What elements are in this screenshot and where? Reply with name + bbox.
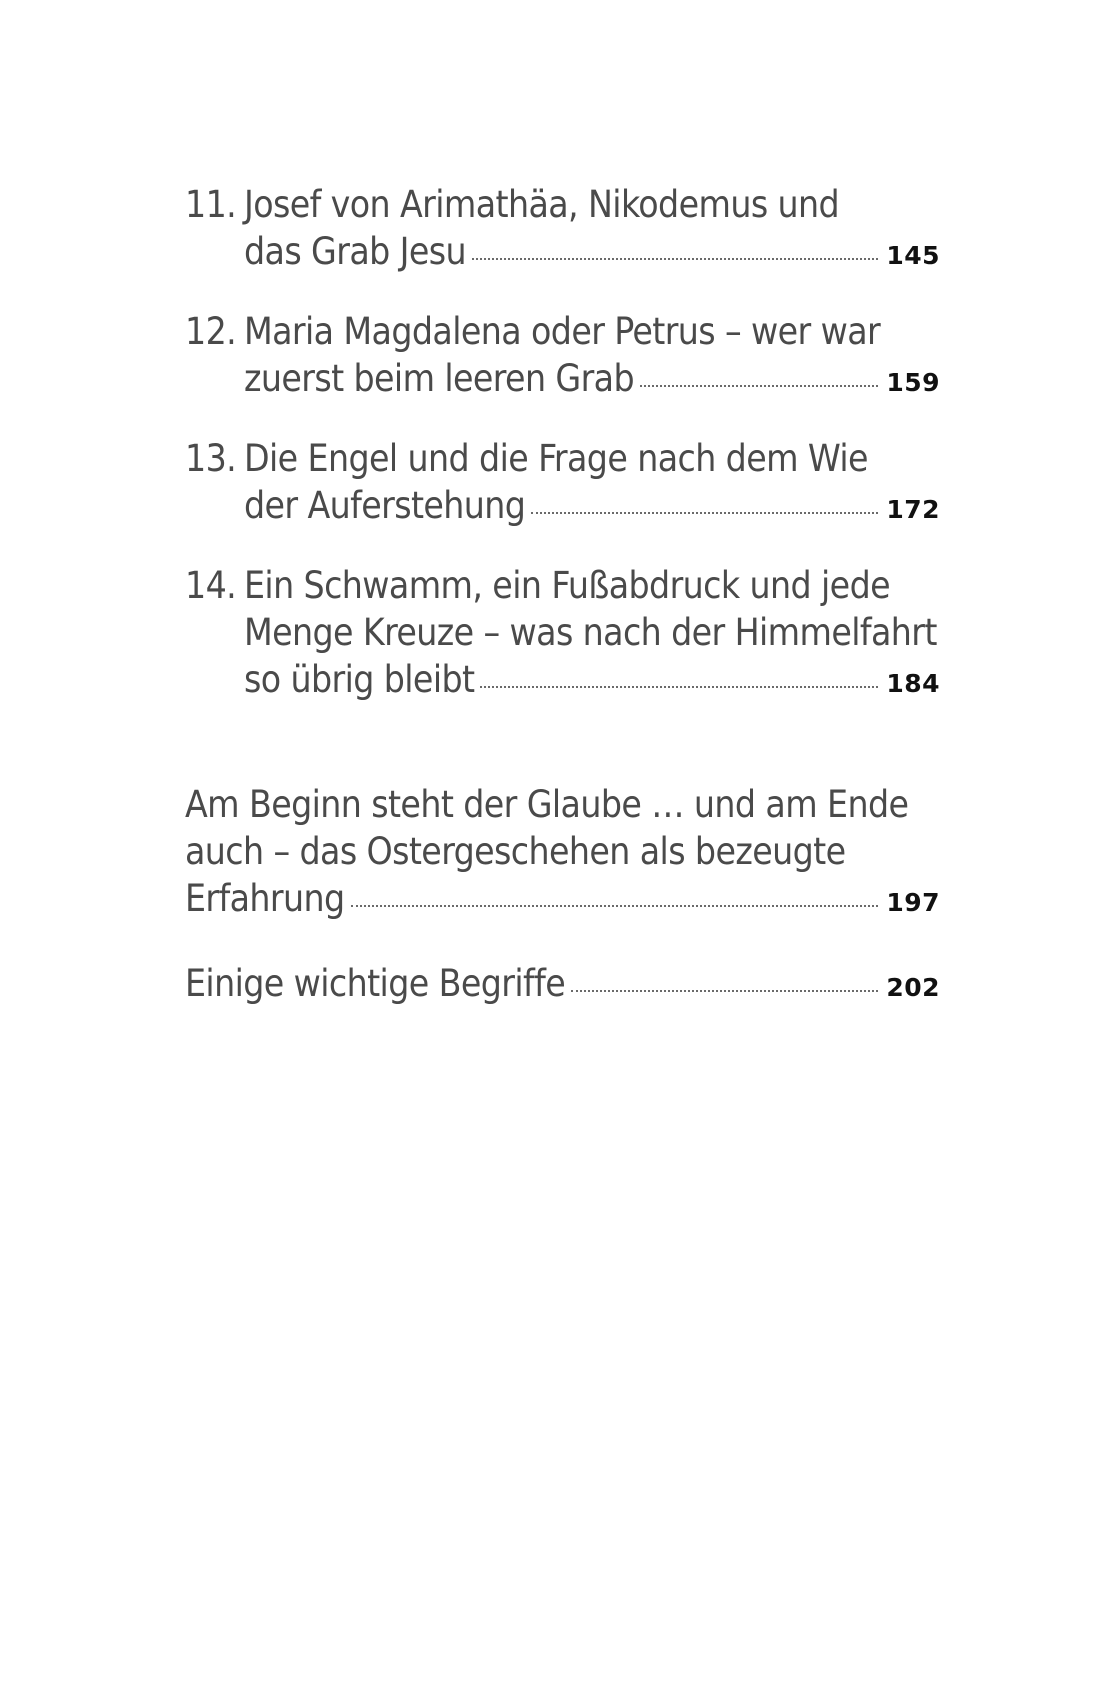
toc-entry-epilogue <box>185 781 940 922</box>
toc-entry-14 <box>185 562 940 703</box>
chapter-title-line: zuerst beim leeren Grab <box>244 357 635 400</box>
section-title-line: Erfahrung <box>185 877 345 920</box>
page-number: 197 <box>886 888 940 917</box>
toc-entry-line <box>185 609 940 656</box>
toc-entry-line <box>185 181 940 228</box>
dot-leader <box>571 990 878 992</box>
toc-entry-line <box>185 435 940 482</box>
toc-entry-line <box>185 562 940 609</box>
chapter-number: 14. <box>185 564 237 607</box>
chapter-number: 13. <box>185 437 237 480</box>
chapter-title-line: Menge Kreuze – was nach der Himmelfahrt <box>244 611 937 654</box>
toc-entry-11 <box>185 181 940 275</box>
toc-entry-line <box>185 875 940 922</box>
chapter-title-line: Maria Magdalena oder Petrus – wer war <box>244 310 881 353</box>
toc-entry-glossary <box>185 960 940 1007</box>
chapter-title-line: so übrig bleibt <box>244 658 475 701</box>
chapter-number: 11. <box>185 183 237 226</box>
toc-entry-13 <box>185 435 940 529</box>
page-number: 159 <box>886 368 940 397</box>
toc-entry-line <box>185 355 940 402</box>
dot-leader <box>351 905 879 907</box>
toc-entry-line <box>185 308 940 355</box>
dot-leader <box>472 258 878 260</box>
chapter-title-line: Ein Schwamm, ein Fußabdruck und jede <box>244 564 890 607</box>
chapter-title-line: Die Engel und die Frage nach dem Wie <box>244 437 868 480</box>
toc-entry-line <box>185 656 940 703</box>
dot-leader <box>531 512 878 514</box>
chapter-title-line: Josef von Arimathäa, Nikodemus und <box>244 183 840 226</box>
toc-entry-line <box>185 960 940 1007</box>
page-number: 172 <box>886 495 940 524</box>
section-title-line: auch – das Ostergeschehen als bezeugte <box>185 830 846 873</box>
section-title-line: Einige wichtige Begriffe <box>185 962 566 1005</box>
toc-entry-line <box>185 828 940 875</box>
chapter-title-line: der Auferstehung <box>244 484 526 527</box>
page-number: 184 <box>886 669 940 698</box>
chapter-title-line: das Grab Jesu <box>244 230 466 273</box>
section-title-line: Am Beginn steht der Glaube … und am Ende <box>185 783 909 826</box>
page-number: 202 <box>886 973 940 1002</box>
dot-leader <box>480 686 878 688</box>
dot-leader <box>640 385 878 387</box>
chapter-number: 12. <box>185 310 237 353</box>
toc-entry-line <box>185 482 940 529</box>
toc-entry-12 <box>185 308 940 402</box>
toc-entry-line <box>185 781 940 828</box>
page-number: 145 <box>886 241 940 270</box>
toc-entry-line <box>185 228 940 275</box>
